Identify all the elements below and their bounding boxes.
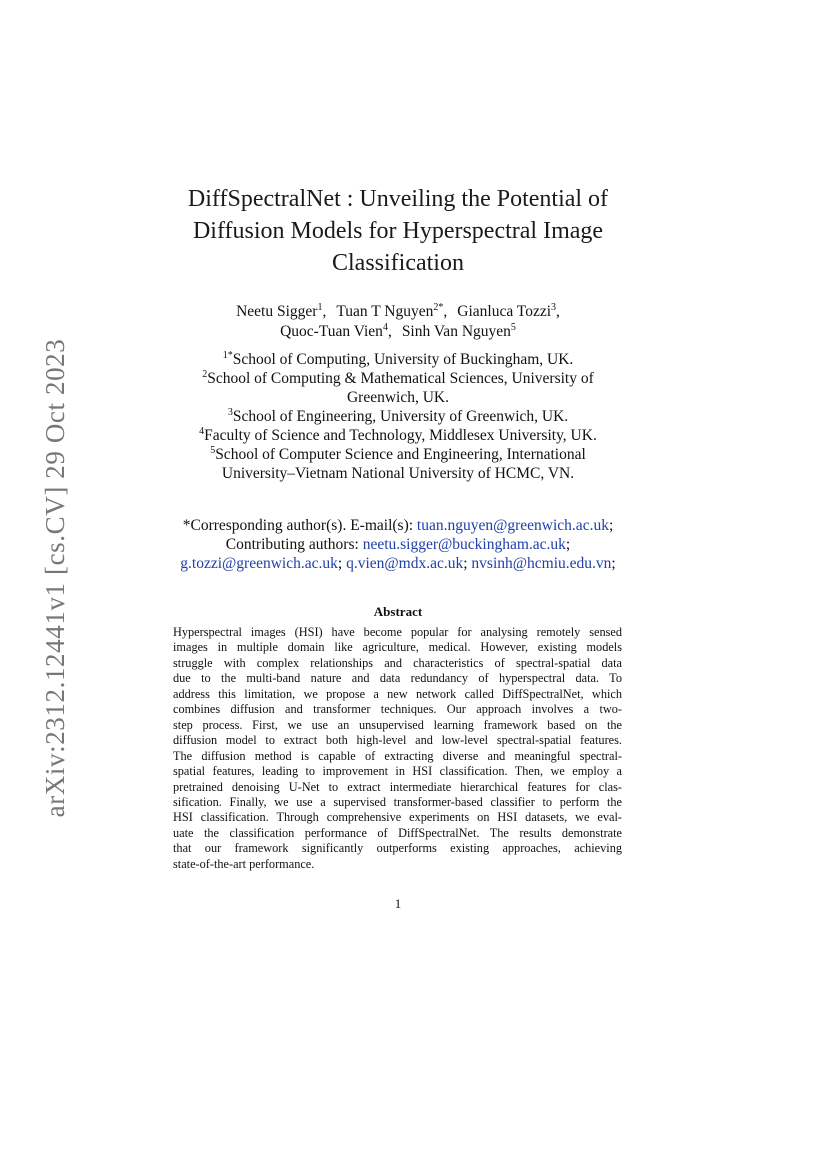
correspondence-block (160, 516, 636, 573)
abstract-line: struggle with complex relationships and characteristics of spectral-spatial data (173, 655, 622, 670)
abstract-line: sification. Finally, we use a supervised transformer-based classifier to perform the (173, 794, 622, 809)
author-affil-mark: 4 (382, 322, 388, 333)
author-affil-mark: 2* (433, 302, 444, 313)
abstract-line: uate the classification performance of DiffSpectralNet. The results demonstrate (173, 825, 622, 840)
author-name: Gianluca Tozzi (457, 303, 552, 320)
email-link-nguyen-sinh[interactable]: nvsinh@hcmiu.edu.vn (471, 555, 612, 572)
title-line: DiffSpectralNet : Unveiling the Potential of (187, 186, 609, 212)
affiliation-text: Faculty of Science and Technology, Middlesex University, UK. (204, 427, 597, 444)
correspondence-line (160, 554, 636, 573)
affiliation-text: School of Computing, University of Buckingham, UK. (232, 351, 574, 368)
abstract-line: step process. First, we use an unsupervised learning framework based on the (173, 717, 622, 732)
correspondence-line (160, 535, 636, 554)
affiliation-mark: 3 (227, 407, 233, 418)
affiliation-continued: Greenwich, UK. (346, 389, 449, 406)
abstract-line: combines diffusion and transformer techniques. Our approach involves a two- (173, 702, 622, 717)
affiliation-text: School of Computing & Mathematical Sciences, University of (207, 370, 594, 387)
author-name: Quoc-Tuan Vien (280, 323, 383, 340)
affiliation-mark: 2 (202, 369, 208, 380)
author-affil-mark: 5 (510, 322, 516, 333)
abstract-line: address this limitation, we propose a new network called DiffSpectralNet, which (173, 686, 622, 701)
page-number: 1 (394, 896, 402, 911)
abstract-heading: Abstract (373, 604, 423, 619)
author-name: Tuan T Nguyen (336, 303, 434, 320)
email-link-tozzi[interactable]: g.tozzi@greenwich.ac.uk (180, 555, 338, 572)
affiliation (170, 407, 626, 426)
author-line: Neetu Sigger$^1$, Tuan T Nguyen$^{2*}$, Gianluca Tozzi$^3$, (236, 302, 560, 320)
affiliation-list (170, 350, 626, 483)
arxiv-identifier: arXiv:2312.12441v1 [cs.CV] 29 Oct 2023 (40, 338, 70, 818)
affiliation-text: School of Computer Science and Engineering, International (215, 446, 586, 463)
abstract-line: state-of-the-art performance. (173, 856, 315, 871)
separator: ; (337, 555, 343, 572)
abstract-line: spatial features, leading to improvement in HSI classification. Then, we employ a (173, 764, 622, 779)
author-affil-mark: 3 (551, 302, 557, 313)
paper-title (170, 183, 626, 279)
affiliation-mark: 5 (210, 445, 216, 456)
author-name: Neetu Sigger (236, 303, 318, 320)
correspondence-line (160, 516, 636, 535)
separator: ; (565, 536, 571, 553)
author-list (170, 302, 626, 342)
abstract-line: due to the multi-band nature and data redundancy of hyperspectral data. To (173, 671, 622, 686)
abstract-line: diffusion model to extract both high-level and low-level spectral-spatial features. (173, 733, 622, 748)
contributing-label: Contributing authors: (225, 536, 359, 553)
abstract-line: that our framework significantly outperforms existing approaches, achieving (173, 841, 622, 856)
affiliation-continued: University–Vietnam National University of HCMC, VN. (221, 465, 575, 482)
email-link-vien[interactable]: q.vien@mdx.ac.uk (346, 555, 464, 572)
affiliation (170, 369, 626, 388)
separator: ; (611, 555, 616, 572)
abstract-line: images in multiple domain like agriculture, medical. However, existing models (173, 640, 622, 655)
affiliation-mark: 1* (222, 350, 233, 361)
title-line: Diffusion Models for Hyperspectral Image (192, 218, 604, 244)
abstract-line: pretrained denoising U-Net to extract intermediate hierarchical features for clas- (173, 779, 622, 794)
affiliation-mark: 4 (199, 426, 205, 437)
abstract-line: Hyperspectral images (HSI) have become popular for analysing remotely sensed (173, 625, 622, 639)
abstract-line: The diffusion method is capable of extracting diverse and meaningful spectral- (173, 748, 622, 763)
affiliation (170, 445, 626, 464)
title-line: Classification (332, 250, 464, 276)
affiliation (170, 350, 626, 369)
separator: ; (463, 555, 468, 572)
email-link-corresponding[interactable]: tuan.nguyen@greenwich.ac.uk (416, 517, 609, 534)
email-link-sigger[interactable]: neetu.sigger@buckingham.ac.uk (362, 536, 566, 553)
corresponding-label: *Corresponding author(s). E-mail(s): (182, 517, 414, 534)
author-name: Sinh Van Nguyen (401, 323, 511, 340)
affiliation (170, 426, 626, 445)
abstract-line: HSI classification. Through comprehensive experiments on HSI datasets, we eval- (173, 810, 622, 825)
author-line: Quoc-Tuan Vien$^4$, Sinh Van Nguyen$^5$ (280, 322, 516, 340)
separator: ; (608, 517, 614, 534)
abstract-body (173, 625, 622, 872)
affiliation-text: School of Engineering, University of Greenwich, UK. (232, 408, 569, 425)
author-affil-mark: 1 (317, 302, 323, 313)
